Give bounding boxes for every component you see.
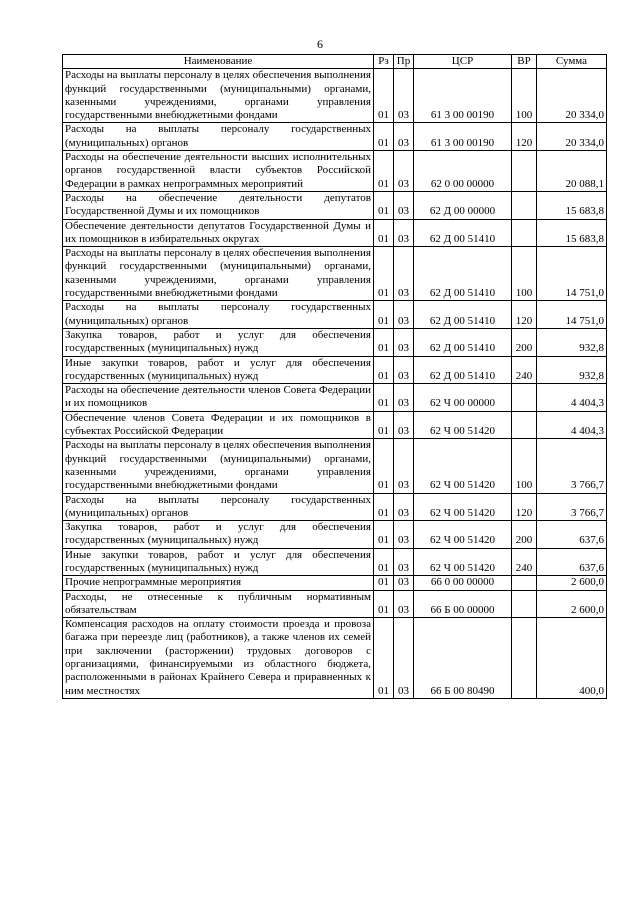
row-vr-cell: 200	[512, 328, 537, 356]
row-vr-cell	[512, 384, 537, 412]
row-pr-cell: 03	[394, 191, 414, 219]
header-sum: Сумма	[537, 55, 607, 69]
header-rz: Рз	[374, 55, 394, 69]
row-csr-cell: 62 Ч 00 51420	[414, 521, 512, 549]
row-pr-cell: 03	[394, 151, 414, 192]
row-pr-cell: 03	[394, 439, 414, 493]
table-row	[63, 576, 607, 590]
table-row	[63, 439, 607, 493]
row-pr-cell: 03	[394, 247, 414, 301]
row-pr-cell: 03	[394, 301, 414, 329]
row-csr-cell: 66 Б 00 80490	[414, 618, 512, 699]
row-csr-cell: 62 Ч 00 51420	[414, 411, 512, 439]
header-name: Наименование	[63, 55, 374, 69]
table-row	[63, 384, 607, 412]
row-sum-cell: 3 766,7	[537, 439, 607, 493]
row-vr-cell	[512, 576, 537, 590]
row-pr-cell: 03	[394, 123, 414, 151]
row-sum-cell: 15 683,8	[537, 191, 607, 219]
row-name-cell: Расходы на выплаты персоналу в целях обеспечения выполнения функций государственными (муниципальными) органами, казенными учреждениями, органами управления государственными внебюджетными фондами	[63, 247, 374, 301]
row-csr-cell: 62 Д 00 51410	[414, 247, 512, 301]
row-pr-cell: 03	[394, 521, 414, 549]
header-vr: ВР	[512, 55, 537, 69]
row-csr-cell: 62 Ч 00 51420	[414, 493, 512, 521]
table-row	[63, 590, 607, 618]
row-vr-cell	[512, 191, 537, 219]
row-name-cell: Расходы на обеспечение деятельности депутатов Государственной Думы и их помощников	[63, 191, 374, 219]
row-pr-cell: 03	[394, 493, 414, 521]
row-sum-cell: 14 751,0	[537, 247, 607, 301]
budget-table	[62, 54, 607, 699]
row-name-cell: Расходы, не отнесенные к публичным нормативным обязательствам	[63, 590, 374, 618]
row-name-cell: Расходы на выплаты персоналу государственных (муниципальных) органов	[63, 123, 374, 151]
row-rz-cell: 01	[374, 384, 394, 412]
table-row	[63, 493, 607, 521]
row-vr-cell	[512, 411, 537, 439]
table-row	[63, 123, 607, 151]
row-rz-cell: 01	[374, 69, 394, 123]
table-row	[63, 356, 607, 384]
header-pr: Пр	[394, 55, 414, 69]
row-rz-cell: 01	[374, 590, 394, 618]
table-row	[63, 151, 607, 192]
table-row	[63, 301, 607, 329]
table-row	[63, 411, 607, 439]
row-name-cell: Закупка товаров, работ и услуг для обеспечения государственных (муниципальных) нужд	[63, 521, 374, 549]
table-row	[63, 521, 607, 549]
row-sum-cell: 14 751,0	[537, 301, 607, 329]
row-pr-cell: 03	[394, 69, 414, 123]
row-vr-cell: 100	[512, 69, 537, 123]
row-vr-cell: 120	[512, 301, 537, 329]
row-rz-cell: 01	[374, 439, 394, 493]
row-pr-cell: 03	[394, 384, 414, 412]
row-name-cell: Компенсация расходов на оплату стоимости проезда и провоза багажа при переезде лиц (работников), а также членов их семей при заключении (расторжении) трудовых договоров с организациями, финансируемыми из областного бюджета, расположенными в районах Крайнего Севера и приравненных к ним местностях	[63, 618, 374, 699]
table-row	[63, 191, 607, 219]
row-csr-cell: 66 Б 00 00000	[414, 590, 512, 618]
row-csr-cell: 62 Ч 00 00000	[414, 384, 512, 412]
row-vr-cell	[512, 219, 537, 247]
row-sum-cell: 20 334,0	[537, 123, 607, 151]
row-sum-cell: 15 683,8	[537, 219, 607, 247]
row-csr-cell: 62 Ч 00 51420	[414, 548, 512, 576]
row-vr-cell	[512, 590, 537, 618]
row-pr-cell: 03	[394, 411, 414, 439]
row-sum-cell: 400,0	[537, 618, 607, 699]
row-csr-cell: 62 Д 00 51410	[414, 328, 512, 356]
row-name-cell: Обеспечение членов Совета Федерации и их помощников в субъектах Российской Федерации	[63, 411, 374, 439]
row-csr-cell: 62 Д 00 00000	[414, 191, 512, 219]
row-csr-cell: 62 Д 00 51410	[414, 356, 512, 384]
table-row	[63, 548, 607, 576]
row-name-cell: Расходы на выплаты персоналу государственных (муниципальных) органов	[63, 301, 374, 329]
row-sum-cell: 3 766,7	[537, 493, 607, 521]
row-pr-cell: 03	[394, 576, 414, 590]
row-vr-cell: 240	[512, 356, 537, 384]
row-rz-cell: 01	[374, 576, 394, 590]
row-vr-cell: 240	[512, 548, 537, 576]
row-pr-cell: 03	[394, 548, 414, 576]
row-csr-cell: 62 Ч 00 51420	[414, 439, 512, 493]
row-vr-cell: 120	[512, 123, 537, 151]
row-rz-cell: 01	[374, 247, 394, 301]
row-rz-cell: 01	[374, 123, 394, 151]
row-name-cell: Расходы на выплаты персоналу в целях обеспечения выполнения функций государственными (муниципальными) органами, казенными учреждениями, органами управления государственными внебюджетными фондами	[63, 439, 374, 493]
row-name-cell: Расходы на выплаты персоналу государственных (муниципальных) органов	[63, 493, 374, 521]
row-name-cell: Расходы на обеспечение деятельности высших исполнительных органов государственной власти субъектов Российской Федерации в рамках непрограммных мероприятий	[63, 151, 374, 192]
row-sum-cell: 20 334,0	[537, 69, 607, 123]
row-name-cell: Расходы на обеспечение деятельности членов Совета Федерации и их помощников	[63, 384, 374, 412]
row-rz-cell: 01	[374, 219, 394, 247]
row-rz-cell: 01	[374, 548, 394, 576]
row-pr-cell: 03	[394, 618, 414, 699]
table-row	[63, 69, 607, 123]
row-pr-cell: 03	[394, 356, 414, 384]
row-sum-cell: 4 404,3	[537, 384, 607, 412]
row-vr-cell: 100	[512, 439, 537, 493]
row-vr-cell	[512, 151, 537, 192]
header-csr: ЦСР	[414, 55, 512, 69]
row-rz-cell: 01	[374, 191, 394, 219]
row-vr-cell: 200	[512, 521, 537, 549]
table-row	[63, 219, 607, 247]
row-csr-cell: 61 3 00 00190	[414, 69, 512, 123]
row-sum-cell: 4 404,3	[537, 411, 607, 439]
row-sum-cell: 932,8	[537, 328, 607, 356]
row-csr-cell: 61 3 00 00190	[414, 123, 512, 151]
row-rz-cell: 01	[374, 618, 394, 699]
row-csr-cell: 62 Д 00 51410	[414, 219, 512, 247]
row-pr-cell: 03	[394, 590, 414, 618]
row-sum-cell: 2 600,0	[537, 590, 607, 618]
row-rz-cell: 01	[374, 328, 394, 356]
row-vr-cell	[512, 618, 537, 699]
row-pr-cell: 03	[394, 219, 414, 247]
row-name-cell: Иные закупки товаров, работ и услуг для обеспечения государственных (муниципальных) нужд	[63, 548, 374, 576]
row-sum-cell: 637,6	[537, 521, 607, 549]
row-rz-cell: 01	[374, 493, 394, 521]
row-vr-cell: 120	[512, 493, 537, 521]
row-rz-cell: 01	[374, 356, 394, 384]
table-header-row	[63, 55, 607, 69]
row-sum-cell: 2 600,0	[537, 576, 607, 590]
row-rz-cell: 01	[374, 301, 394, 329]
row-rz-cell: 01	[374, 151, 394, 192]
row-name-cell: Расходы на выплаты персоналу в целях обеспечения выполнения функций государственными (муниципальными) органами, казенными учреждениями, органами управления государственными внебюджетными фондами	[63, 69, 374, 123]
row-name-cell: Иные закупки товаров, работ и услуг для обеспечения государственных (муниципальных) нужд	[63, 356, 374, 384]
row-csr-cell: 66 0 00 00000	[414, 576, 512, 590]
row-sum-cell: 20 088,1	[537, 151, 607, 192]
row-name-cell: Обеспечение деятельности депутатов Государственной Думы и их помощников в избирательных округах	[63, 219, 374, 247]
row-sum-cell: 637,6	[537, 548, 607, 576]
table-row	[63, 618, 607, 699]
row-rz-cell: 01	[374, 411, 394, 439]
row-csr-cell: 62 0 00 00000	[414, 151, 512, 192]
page-number: 6	[317, 37, 323, 51]
row-vr-cell: 100	[512, 247, 537, 301]
row-pr-cell: 03	[394, 328, 414, 356]
table-row	[63, 247, 607, 301]
row-csr-cell: 62 Д 00 51410	[414, 301, 512, 329]
row-sum-cell: 932,8	[537, 356, 607, 384]
table-row	[63, 328, 607, 356]
row-name-cell: Прочие непрограммные мероприятия	[63, 576, 374, 590]
row-name-cell: Закупка товаров, работ и услуг для обеспечения государственных (муниципальных) нужд	[63, 328, 374, 356]
row-rz-cell: 01	[374, 521, 394, 549]
